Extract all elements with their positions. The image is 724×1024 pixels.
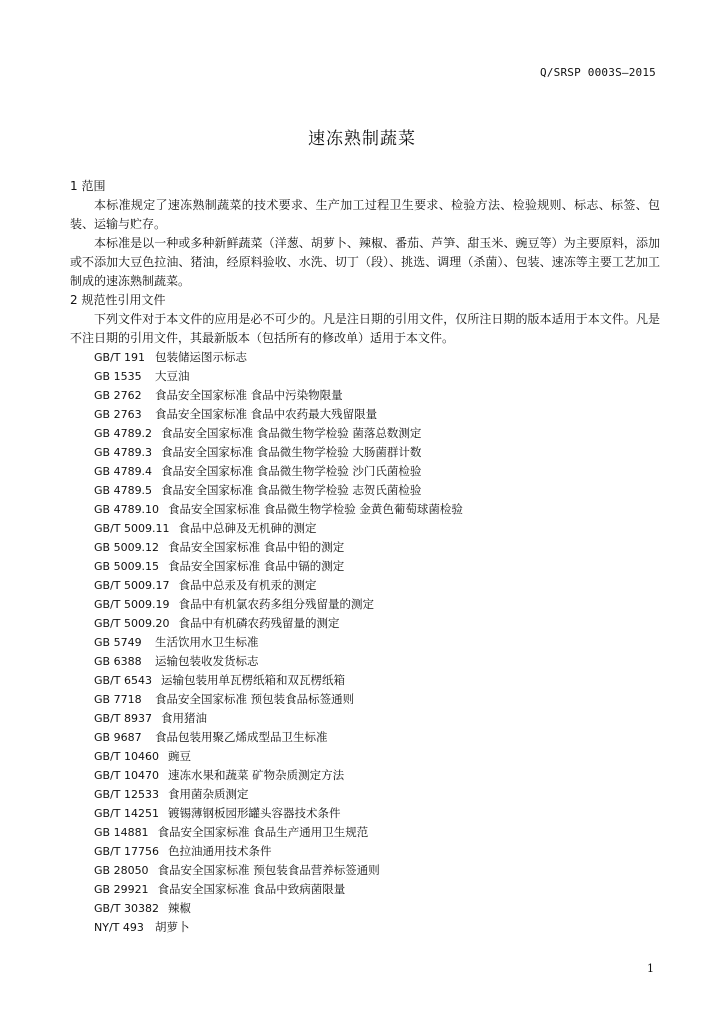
reference-code: GB 1535 <box>94 370 142 383</box>
reference-item <box>70 367 660 386</box>
reference-title: 食用猪油 <box>161 711 207 725</box>
reference-item <box>70 405 660 424</box>
page-number: 1 <box>647 962 654 975</box>
section-heading-scope: 1 范围 <box>70 179 106 193</box>
reference-title: 食品安全国家标准 食品微生物学检验 大肠菌群计数 <box>161 445 422 459</box>
reference-item <box>70 386 660 405</box>
reference-item <box>70 785 660 804</box>
reference-item <box>70 747 660 766</box>
reference-item <box>70 709 660 728</box>
reference-code: GB 4789.2 <box>94 427 153 440</box>
reference-item <box>70 899 660 918</box>
reference-item <box>70 823 660 842</box>
reference-title: 食品中总砷及无机砷的测定 <box>178 521 317 535</box>
document-body <box>70 177 660 937</box>
reference-item <box>70 728 660 747</box>
reference-title: 食品安全国家标准 食品中农药最大残留限量 <box>155 407 378 421</box>
reference-code: GB 5009.12 <box>94 541 160 554</box>
reference-code: GB/T 5009.20 <box>94 617 170 630</box>
reference-item <box>70 595 660 614</box>
reference-item <box>70 842 660 861</box>
reference-title: 食品安全国家标准 食品生产通用卫生规范 <box>157 825 369 839</box>
reference-item <box>70 443 660 462</box>
reference-code: GB 2763 <box>94 408 142 421</box>
reference-code: GB 5009.15 <box>94 560 160 573</box>
reference-code: GB/T 8937 <box>94 712 152 725</box>
scope-paragraph: 本标准是以一种或多种新鲜蔬菜（洋葱、胡萝卜、辣椒、番茄、芦笋、甜玉米、豌豆等）为主要原料，添加或不添加大豆色拉油、猪油，经原料验收、水洗、切丁（段）、挑选、调理（杀菌）、包装、速冻等主要工艺加工制成的速冻熟制蔬菜。 <box>70 236 660 288</box>
reference-title: 豌豆 <box>168 749 191 763</box>
reference-code: GB/T 191 <box>94 351 145 364</box>
reference-title: 运输包装用单瓦楞纸箱和双瓦楞纸箱 <box>161 673 345 687</box>
reference-item <box>70 424 660 443</box>
reference-item <box>70 918 660 937</box>
reference-title: 食品安全国家标准 食品中污染物限量 <box>155 388 343 402</box>
reference-item <box>70 804 660 823</box>
reference-title: 食品安全国家标准 食品微生物学检验 沙门氏菌检验 <box>161 464 422 478</box>
reference-item <box>70 519 660 538</box>
reference-code: GB/T 30382 <box>94 902 159 915</box>
reference-title: 食品安全国家标准 食品中铅的测定 <box>168 540 345 554</box>
reference-code: GB/T 12533 <box>94 788 159 801</box>
reference-item <box>70 557 660 576</box>
reference-title: 色拉油通用技术条件 <box>168 844 272 858</box>
reference-title: 生活饮用水卫生标准 <box>155 635 259 649</box>
reference-item <box>70 576 660 595</box>
reference-item <box>70 652 660 671</box>
document-code: Q/SRSP 0003S—2015 <box>540 66 656 79</box>
reference-title: 食品安全国家标准 食品中致病菌限量 <box>157 882 346 896</box>
reference-title: 食品包装用聚乙烯成型品卫生标准 <box>155 730 328 744</box>
reference-code: GB/T 5009.17 <box>94 579 170 592</box>
reference-list <box>70 348 660 937</box>
reference-item <box>70 880 660 899</box>
reference-code: GB 28050 <box>94 864 149 877</box>
reference-item <box>70 538 660 557</box>
reference-item <box>70 690 660 709</box>
reference-code: GB 4789.10 <box>94 503 160 516</box>
reference-title: 包装储运图示标志 <box>155 350 247 364</box>
reference-item <box>70 462 660 481</box>
reference-code: GB/T 14251 <box>94 807 159 820</box>
reference-title: 辣椒 <box>168 901 191 915</box>
reference-item <box>70 348 660 367</box>
reference-code: GB/T 10470 <box>94 769 159 782</box>
reference-item <box>70 633 660 652</box>
reference-item <box>70 481 660 500</box>
reference-item <box>70 614 660 633</box>
reference-code: GB 2762 <box>94 389 142 402</box>
reference-code: NY/T 493 <box>94 921 144 934</box>
reference-code: GB 14881 <box>94 826 149 839</box>
reference-code: GB 6388 <box>94 655 142 668</box>
reference-title: 食品中有机磷农药残留量的测定 <box>178 616 340 630</box>
document-title: 速冻熟制蔬菜 <box>308 129 416 149</box>
reference-code: GB 5749 <box>94 636 142 649</box>
reference-title: 食品安全国家标准 食品微生物学检验 金黄色葡萄球菌检验 <box>168 502 463 516</box>
scope-paragraph: 本标准规定了速冻熟制蔬菜的技术要求、生产加工过程卫生要求、检验方法、检验规则、标志、标签、包装、运输与贮存。 <box>70 198 660 231</box>
reference-code: GB 4789.5 <box>94 484 153 497</box>
reference-title: 食品安全国家标准 预包装食品标签通则 <box>155 692 355 706</box>
reference-code: GB/T 6543 <box>94 674 152 687</box>
reference-title: 食品安全国家标准 食品中镉的测定 <box>168 559 345 573</box>
reference-title: 食品安全国家标准 食品微生物学检验 菌落总数测定 <box>161 426 422 440</box>
reference-item <box>70 861 660 880</box>
reference-item <box>70 671 660 690</box>
reference-title: 食用菌杂质测定 <box>168 787 249 801</box>
reference-title: 运输包装收发货标志 <box>155 654 259 668</box>
reference-item <box>70 766 660 785</box>
reference-title: 食品安全国家标准 食品微生物学检验 志贺氏菌检验 <box>161 483 422 497</box>
reference-title: 胡萝卜 <box>155 920 190 934</box>
reference-title: 速冻水果和蔬菜 矿物杂质测定方法 <box>168 768 345 782</box>
reference-title: 食品中总汞及有机汞的测定 <box>178 578 317 592</box>
reference-title: 大豆油 <box>155 369 190 383</box>
reference-title: 食品安全国家标准 预包装食品营养标签通则 <box>157 863 380 877</box>
reference-code: GB/T 5009.19 <box>94 598 170 611</box>
reference-item <box>70 500 660 519</box>
reference-code: GB/T 5009.11 <box>94 522 170 535</box>
reference-code: GB 4789.3 <box>94 446 153 459</box>
reference-code: GB 7718 <box>94 693 142 706</box>
reference-code: GB 9687 <box>94 731 142 744</box>
reference-title: 镀锡薄钢板园形罐头容器技术条件 <box>168 806 341 820</box>
reference-title: 食品中有机氯农药多组分残留量的测定 <box>178 597 374 611</box>
reference-code: GB/T 10460 <box>94 750 159 763</box>
reference-code: GB/T 17756 <box>94 845 159 858</box>
reference-code: GB 29921 <box>94 883 149 896</box>
reference-code: GB 4789.4 <box>94 465 153 478</box>
references-intro-paragraph: 下列文件对于本文件的应用是必不可少的。凡是注日期的引用文件，仅所注日期的版本适用于本文件。凡是不注日期的引用文件，其最新版本（包括所有的修改单）适用于本文件。 <box>70 312 660 345</box>
section-heading-normative-references: 2 规范性引用文件 <box>70 293 166 307</box>
